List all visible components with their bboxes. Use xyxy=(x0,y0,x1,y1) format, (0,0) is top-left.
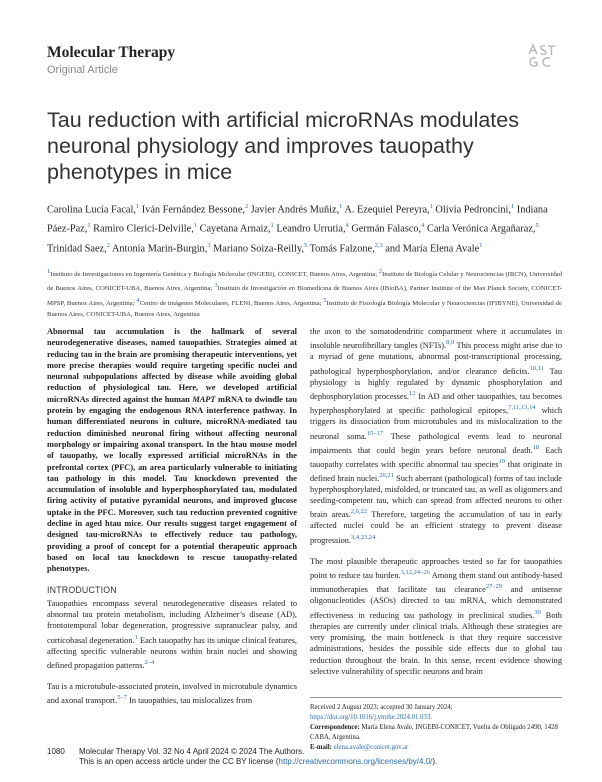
abstract: Abnormal tau accumulation is the hallmark of several neurodegenerative diseases, named tauopathies. Strategies aimed at reducing tau in the brain are promising therapeutic interventions, yet more precise therapies would require targeting specific nuclei and neuronal subpopulations affected by disease while avoiding global reduction of physiological tau. Here, we developed artificial microRNAs directed against the human MAPT mRNA to dwindle tau protein by engaging the endogenous RNA interference pathway. In human differentiated neurons in culture, microRNA-mediated tau reduction diminished neuronal firing without affecting neuronal morphology or impairing axonal transport. In the htau mouse model of tauopathy, we locally expressed artificial microRNAs in the prefrontal cortex (PFC), an area particularly vulnerable to initiating tau pathology in this model. Tau knockdown prevented the accumulation of insoluble and hyperphosphorylated tau, modulated firing activity of putative pyramidal neurons, and improved glucose uptake in the PFC. Moreover, such tau reduction prevented cognitive decline in aged htau mice. Our results suggest target engagement of designed tau-microRNAs to effectively reduce tau pathology, providing a proof of concept for a potential therapeutic approach based on local tau knockdown to rescue tauopathy-related phenotypes. xyxy=(47,327,297,574)
email-label: E-mail: xyxy=(310,744,332,751)
author-list: Carolina Lucía Facal,$^1$ Iván Fernández Bessone,$^2$ Javier Andrés Muñiz,$^1$ A. Ezequiel Pereyra,$^1$ Olivia Pedroncini,$^1$ Indiana Páez-Paz,$^1$ Ramiro Clerici-Delville,$^1$ Cayetana Arnaiz,$^1$ Leandro Urrutia,$^4$ Germán Falasco,$^4$ Carla Verónica Argañaraz,$^5$ Trinidad Saez,$^2$ Antonia Marin-Burgin,$^3$ Mariano Soiza-Reilly,$^5$ Tomás Falzone,$^{2,3}$ and María Elena Avale$^1$ xyxy=(47,203,548,255)
intro-paragraph-1: Tauopathies encompass several neurodegenerative diseases related to abnormal tau protein metabolism, including Alzheimer’s disease (AD), frontotemporal lobar degeneration, progressive supranuclear palsy, and corticobasal degeneration.$^1$ Each tauopathy has its unique clinical features, affecting specific vulnerable neurons within brain nuclei and showing defined propagation patterns.$^{2-4}$ xyxy=(47,598,297,670)
license-prefix: This is an open access article under the CC BY license ( xyxy=(79,757,279,766)
received-dates: Received 2 August 2023; accepted 30 January 2024; xyxy=(310,704,453,711)
intro-paragraph-4: The most plausible therapeutic approaches tested so far for tauopathies point to reduce tau burden.$^{3,12,24-26}$ Among them stand out antibody-based immunotherapies that facilitate tau clearance$^{27-29}$ and antisense oligonucleotides (ASOs) directed to tau mRNA, which demonstrated effectiveness in reducing tau pathology in preclinical studies.$^{30}$ Both therapies are currently under clinical trials. Although these strategies are very promising, the main bottleneck is that they require successive administrations, besides the possible side effects due to global tau reduction throughout the brain. In this sense, recent evidence showing selective vulnerability of specific neurons and brain xyxy=(310,556,562,676)
intro-paragraph-3: the axon to the somatodendritic compartment where it accumulates in insoluble neurofibrillary tangles (NFTs).$^{8,9}$ This process might arise due to a myriad of gene mutations, abnormal post-transcriptional processing, pathological hyperphosphorylation, and/or clearance deficits.$^{10,11}$ Tau physiology is highly regulated by dynamic phosphorylation and dephosphorylation processes.$^{12}$ In AD and other tauopathies, tau becomes hyperphosphorylated at specific pathological epitopes,$^{7,11,13,14}$ which triggers its dissociation from microtubules and its mislocalization to the neuronal soma.$^{15-17}$ These pathological events lead to neuronal impairments that could begin years before neuronal death.$^{18}$ Each tauopathy correlates with specific abnormal tau species$^{19}$ that originate in defined brain nuclei.$^{20,21}$ Such aberrant (pathological) forms of tau include hyperphosphorylated, misfolded, or truncated tau, as well as oligomers and seeding-competent tau, which can spread from affected neurons to other brain areas.$^{2,6,22}$ Therefore, targeting the accumulation of tau in early affected nuclei could be an efficient strategy to prevent disease progression.$^{3,4,23,24}$ xyxy=(310,327,563,545)
footer-citation: Molecular Therapy Vol. 32 No 4 April 2024 © 2024 The Authors. xyxy=(79,747,305,756)
email-link[interactable]: elena.avale@conicet.gov.ar xyxy=(333,744,409,751)
doi-link[interactable]: https://doi.org/10.1016/j.ymthe.2024.01.033. xyxy=(310,714,433,721)
asgct-logo-icon xyxy=(526,42,556,70)
intro-paragraph-2: Tau is a microtubule-associated protein, involved in microtubule dynamics and axonal transport.$^{5-7}$ In tauopathies, tau mislocalizes from xyxy=(47,682,297,706)
introduction-heading: INTRODUCTION xyxy=(47,584,117,595)
article-title: Tau reduction with artificial microRNAs modulates neuronal physiology and improves tauopathy phenotypes in mice xyxy=(47,108,519,184)
journal-name: Molecular Therapy xyxy=(47,44,176,61)
license-link[interactable]: http://creativecommons.org/licenses/by/4.0/ xyxy=(278,757,433,766)
article-type: Original Article xyxy=(47,64,118,76)
right-column xyxy=(310,326,562,677)
correspondence-label: Correspondence: xyxy=(310,724,360,731)
footer-line-2 xyxy=(47,757,567,767)
page-number: 1080 xyxy=(47,747,65,756)
correspondence-text: María Elena Avale, INGEBI-CONICET, Vuelta de Obligado 2490, 1428 CABA, Argentina. xyxy=(310,724,558,741)
license-suffix: ). xyxy=(432,757,438,766)
correspondence xyxy=(310,723,562,743)
footer-line-1 xyxy=(47,747,567,757)
left-column xyxy=(47,326,297,707)
asgct-logo xyxy=(526,42,556,70)
article-info-box xyxy=(310,697,562,753)
affiliations: $^1$Instituto de Investigaciones en Ingeniería Genética y Biología Molecular (INGEBI), CONICET, Buenos Aires, Argentina; $^2$Instituto de Biología Celular y Neurociencias (IBCN), Universidad de Buenos Aires, CONICET-UBA, Buenos Aires, Argentina; $^3$Instituto de Investigación en Biomedicina de Buenos Aires (IBioBA), Partner Institute of the Max Planck Society, CONICET-MPSP, Buenos Aires, Argentina; $^4$Centro de imágenes Moleculares, FLENI, Buenos Aires, Argentina; $^5$Instituto de Fisiología Biología Molecular y Neurociencias (IFIBYNE), Universidad de Buenos Aires, CONICET-UBA, Buenos Aires, Argentina xyxy=(47,268,562,319)
page-footer xyxy=(47,747,567,767)
